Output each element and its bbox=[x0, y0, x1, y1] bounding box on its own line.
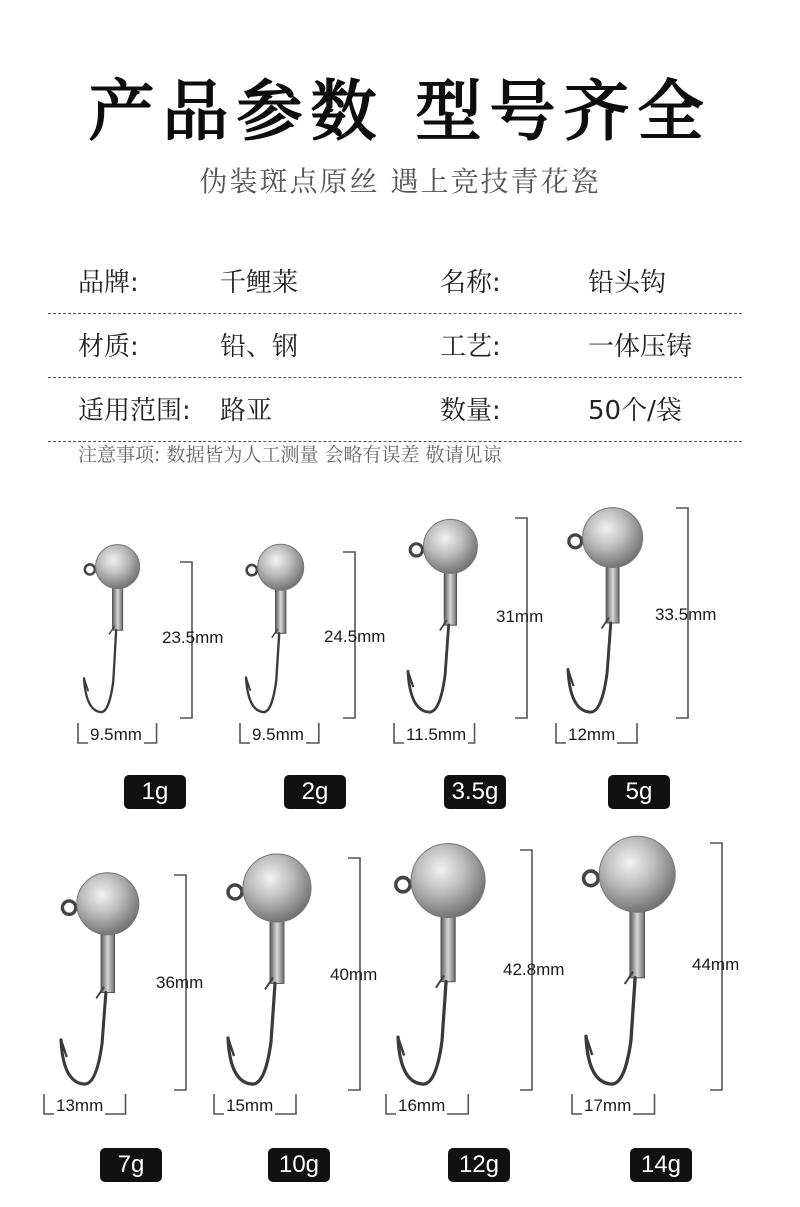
spec-label: 数量: bbox=[440, 396, 501, 426]
hook-gap-label: 17mm bbox=[584, 1096, 632, 1115]
measurement-note: 注意事项: 数据皆为人工测量 会略有误差 敬请见谅 bbox=[78, 444, 502, 466]
hook-eye bbox=[410, 544, 422, 556]
weight-badge: 5g bbox=[608, 775, 670, 809]
spec-value: 路亚 bbox=[220, 396, 273, 426]
jig-head-ball bbox=[258, 544, 304, 590]
hook-eye bbox=[584, 871, 599, 886]
hook-length-label: 44mm bbox=[692, 955, 740, 974]
hook-wire bbox=[568, 623, 611, 712]
weight-badge: 10g bbox=[268, 1148, 330, 1182]
hook-gap-label: 12mm bbox=[568, 725, 616, 744]
hook-eye bbox=[62, 901, 75, 914]
keeper-barb bbox=[272, 629, 278, 638]
hook-barb bbox=[228, 1038, 234, 1056]
hook-collar bbox=[444, 569, 456, 625]
weight-badge: 1g bbox=[124, 775, 186, 809]
spec-row-material bbox=[48, 314, 742, 378]
weight-badge: 12g bbox=[448, 1148, 510, 1182]
hook-eye bbox=[569, 535, 582, 548]
spec-value: 50个/袋 bbox=[588, 396, 682, 426]
page-subtitle: 伪装斑点原丝 遇上竞技青花瓷 bbox=[199, 165, 601, 198]
hook-wire bbox=[408, 625, 449, 712]
weight-badge: 14g bbox=[630, 1148, 692, 1182]
spec-table bbox=[48, 250, 742, 442]
hook-length-label: 40mm bbox=[330, 965, 378, 984]
keeper-barb bbox=[602, 617, 609, 628]
hook-wire bbox=[228, 983, 275, 1084]
weight-badge: 2g bbox=[284, 775, 346, 809]
hook-barb bbox=[246, 677, 250, 690]
spec-row-usage bbox=[48, 378, 742, 442]
hook-gap-label: 13mm bbox=[56, 1096, 104, 1115]
jig-head-ball bbox=[77, 873, 139, 935]
jig-head-ball bbox=[411, 844, 485, 918]
jig-head-ball bbox=[423, 519, 477, 573]
hook-eye bbox=[228, 885, 242, 899]
weight-badge: 7g bbox=[100, 1148, 162, 1182]
hook-collar bbox=[606, 564, 619, 623]
hook-barb bbox=[568, 670, 574, 687]
keeper-barb bbox=[109, 626, 115, 635]
hook-wire bbox=[398, 982, 446, 1084]
hook-length-label: 31mm bbox=[496, 607, 544, 626]
hook-barb bbox=[586, 1036, 592, 1055]
hook-collar bbox=[270, 918, 284, 983]
hook-barb bbox=[61, 1040, 67, 1057]
hook-gap-label: 9.5mm bbox=[252, 725, 304, 744]
hook-barb bbox=[84, 678, 88, 691]
spec-value: 千鲤莱 bbox=[220, 268, 299, 298]
spec-value: 一体压铸 bbox=[588, 332, 693, 362]
hook-eye bbox=[247, 565, 257, 575]
spec-label: 材质: bbox=[78, 332, 139, 362]
jig-head-ball bbox=[96, 545, 140, 589]
hook-wire bbox=[61, 993, 106, 1084]
hook-barb bbox=[398, 1037, 404, 1055]
spec-label: 名称: bbox=[440, 268, 501, 298]
jig-head-ball bbox=[583, 508, 643, 568]
hook-wire bbox=[586, 978, 635, 1084]
keeper-barb bbox=[436, 976, 444, 988]
spec-value: 铅、钢 bbox=[220, 332, 299, 362]
page-title: 产品参数 型号齐全 bbox=[88, 73, 712, 150]
jig-head-ball bbox=[599, 836, 675, 912]
hook-collar bbox=[441, 914, 455, 982]
hook-length-label: 36mm bbox=[156, 973, 204, 992]
hook-barb bbox=[408, 671, 413, 687]
hook-length-label: 42.8mm bbox=[503, 960, 565, 979]
hook-collar bbox=[276, 586, 286, 633]
weight-badge: 3.5g bbox=[444, 775, 506, 809]
hook-length-label: 23.5mm bbox=[162, 628, 224, 647]
keeper-barb bbox=[440, 620, 447, 631]
spec-label: 品牌: bbox=[78, 268, 139, 298]
hook-length-label: 33.5mm bbox=[655, 605, 717, 624]
hook-collar bbox=[113, 585, 123, 631]
hook-eye bbox=[396, 878, 410, 892]
keeper-barb bbox=[625, 972, 633, 984]
hook-gap-label: 11.5mm bbox=[406, 725, 467, 744]
hook-gap-label: 9.5mm bbox=[90, 725, 142, 744]
keeper-barb bbox=[265, 977, 273, 989]
hook-length-label: 24.5mm bbox=[324, 627, 386, 646]
hook-collar bbox=[630, 908, 645, 978]
spec-label: 适用范围: bbox=[78, 396, 191, 426]
hook-wire bbox=[246, 633, 279, 712]
jig-head-ball bbox=[243, 854, 311, 922]
hook-eye bbox=[85, 564, 95, 574]
spec-value: 铅头钩 bbox=[588, 268, 667, 298]
hook-gap-label: 16mm bbox=[398, 1096, 446, 1115]
keeper-barb bbox=[96, 987, 104, 999]
spec-label: 工艺: bbox=[440, 332, 501, 362]
hook-gap-label: 15mm bbox=[226, 1096, 274, 1115]
hook-collar bbox=[101, 931, 114, 993]
spec-row-brand bbox=[48, 250, 742, 314]
hook-wire bbox=[84, 630, 116, 712]
